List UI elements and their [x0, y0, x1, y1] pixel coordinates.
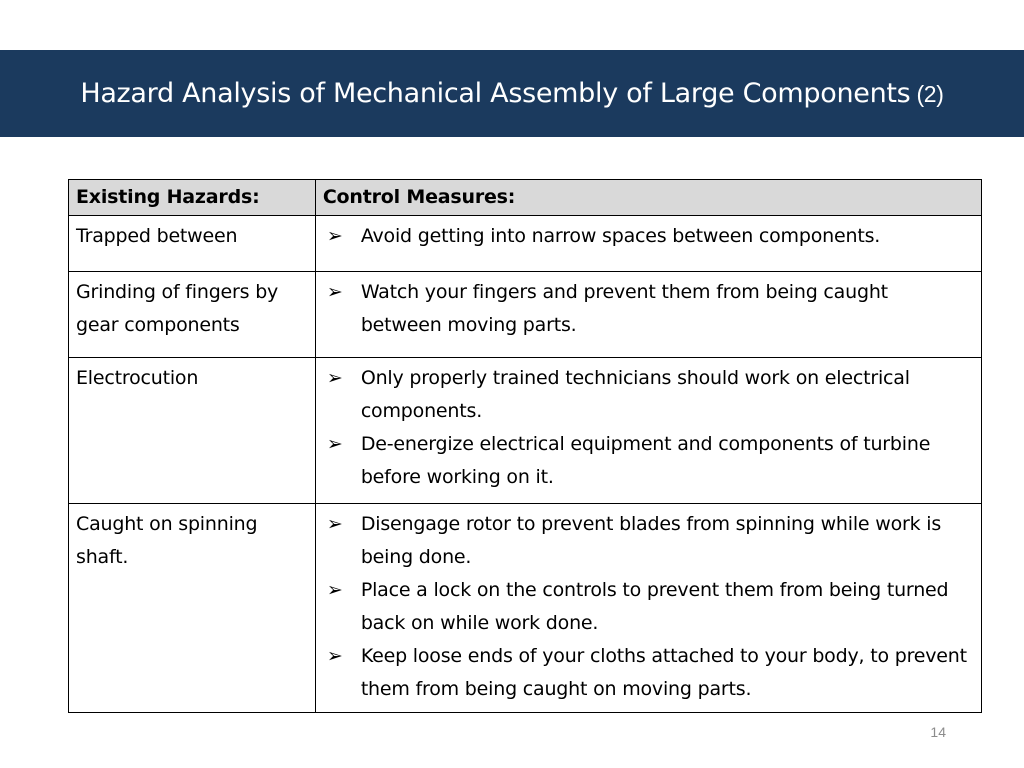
arrow-bullet-icon: ➢: [326, 513, 343, 535]
arrow-bullet-icon: ➢: [326, 645, 343, 667]
measures-cell: [315, 358, 981, 504]
measure-text: Avoid getting into narrow spaces between components.: [360, 225, 881, 247]
arrow-bullet-icon: ➢: [326, 281, 343, 303]
measure-item: [323, 428, 974, 494]
hazard-table: [68, 179, 982, 713]
table-header-row: [69, 180, 982, 216]
measure-text: Only properly trained technicians should work on electrical components.: [360, 367, 910, 422]
header-control-measures: Control Measures:: [315, 180, 981, 216]
slide-title-suffix: (2): [916, 81, 944, 107]
header-existing-hazards: Existing Hazards:: [69, 180, 316, 216]
measure-text: Place a lock on the controls to prevent them from being turned back on while work done.: [360, 579, 949, 634]
slide-title: [80, 78, 943, 109]
measures-list: [323, 508, 974, 706]
table-row: [69, 504, 982, 713]
measure-text: Watch your fingers and prevent them from being caught between moving parts.: [360, 281, 888, 336]
measures-list: [323, 220, 974, 253]
arrow-bullet-icon: ➢: [326, 225, 343, 247]
measures-list: [323, 362, 974, 494]
table-row: [69, 272, 982, 358]
measure-text: De-energize electrical equipment and components of turbine before working on it.: [360, 433, 931, 488]
measures-list: [323, 276, 974, 342]
table-row: [69, 358, 982, 504]
measure-text: Keep loose ends of your cloths attached to your body, to prevent them from being caught on moving parts.: [360, 645, 967, 700]
measure-item: [323, 220, 974, 253]
page-number: 14: [930, 724, 946, 740]
hazard-cell: Trapped between: [69, 216, 316, 272]
arrow-bullet-icon: ➢: [326, 433, 343, 455]
measure-item: [323, 574, 974, 640]
table-row: [69, 216, 982, 272]
title-bar: [0, 50, 1024, 137]
measures-cell: [315, 272, 981, 358]
measure-text: Disengage rotor to prevent blades from spinning while work is being done.: [360, 513, 942, 568]
measure-item: [323, 640, 974, 706]
measure-item: [323, 362, 974, 428]
hazard-cell: Caught on spinning shaft.: [69, 504, 316, 713]
slide-title-main: Hazard Analysis of Mechanical Assembly of Large Components: [80, 78, 911, 109]
measure-item: [323, 508, 974, 574]
hazard-cell: Grinding of fingers by gear components: [69, 272, 316, 358]
measures-cell: [315, 504, 981, 713]
measures-cell: [315, 216, 981, 272]
measure-item: [323, 276, 974, 342]
arrow-bullet-icon: ➢: [326, 579, 343, 601]
hazard-cell: Electrocution: [69, 358, 316, 504]
arrow-bullet-icon: ➢: [326, 367, 343, 389]
